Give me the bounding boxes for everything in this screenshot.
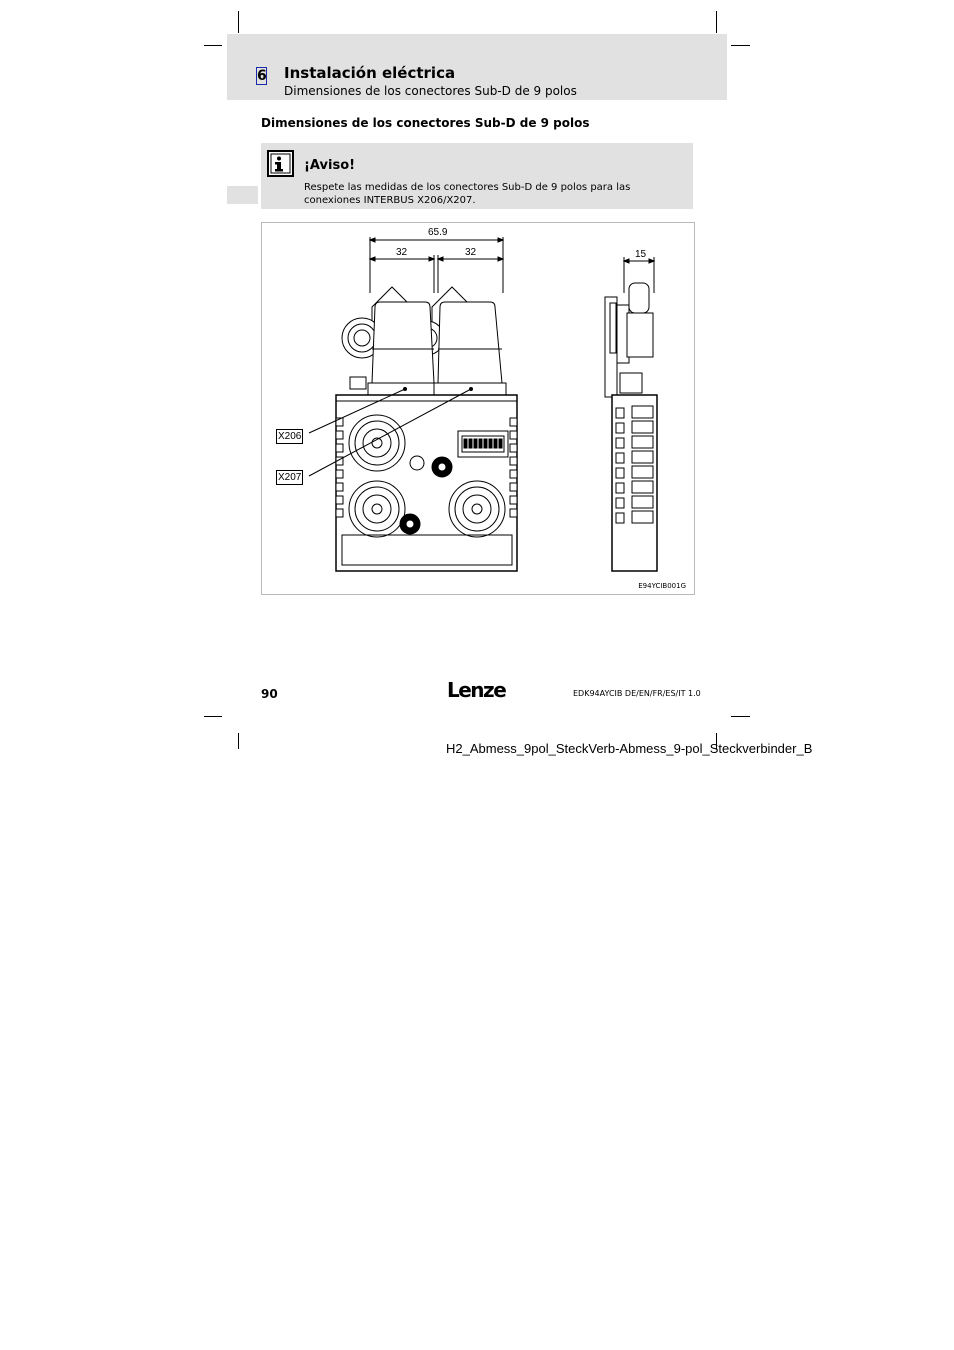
crop-mark bbox=[731, 716, 750, 717]
dimension-side: 15 bbox=[635, 249, 647, 260]
dimension-left: 32 bbox=[396, 247, 408, 258]
notice-text: Respete las medidas de los conectores Sub-D de 9 polos para las conexiones INTERBUS X206/X207. bbox=[304, 182, 631, 206]
source-filename: H2_Abmess_9pol_SteckVerb-Abmess_9-pol_Steckverbinder_B bbox=[446, 741, 813, 756]
notice-title: ¡Aviso! bbox=[304, 158, 356, 173]
label-x206: X206 bbox=[278, 431, 302, 442]
dimension-right: 32 bbox=[465, 247, 477, 258]
crop-mark bbox=[238, 733, 239, 749]
info-icon bbox=[267, 150, 294, 177]
crop-mark bbox=[731, 45, 750, 46]
side-tab bbox=[227, 186, 258, 204]
notice-box bbox=[261, 143, 693, 209]
chapter-title: Instalación eléctrica bbox=[284, 64, 456, 82]
crop-mark bbox=[204, 45, 222, 46]
chapter-number[interactable]: 6 bbox=[257, 68, 267, 84]
label-x207: X207 bbox=[278, 472, 302, 483]
crop-mark bbox=[238, 11, 239, 33]
dimension-total: 65.9 bbox=[428, 227, 448, 238]
lenze-logo: Lenze bbox=[447, 678, 506, 702]
document-code: EDK94AYCIB DE/EN/FR/ES/IT 1.0 bbox=[573, 689, 701, 698]
crop-mark bbox=[204, 716, 222, 717]
dimension-figure bbox=[261, 222, 695, 595]
figure-code: E94YCIB001G bbox=[638, 582, 686, 590]
page-number: 90 bbox=[261, 687, 278, 701]
crop-mark bbox=[716, 11, 717, 33]
chapter-subtitle: Dimensiones de los conectores Sub-D de 9 polos bbox=[284, 84, 577, 98]
section-title: Dimensiones de los conectores Sub-D de 9 polos bbox=[261, 116, 590, 130]
device-drawing bbox=[262, 223, 694, 594]
